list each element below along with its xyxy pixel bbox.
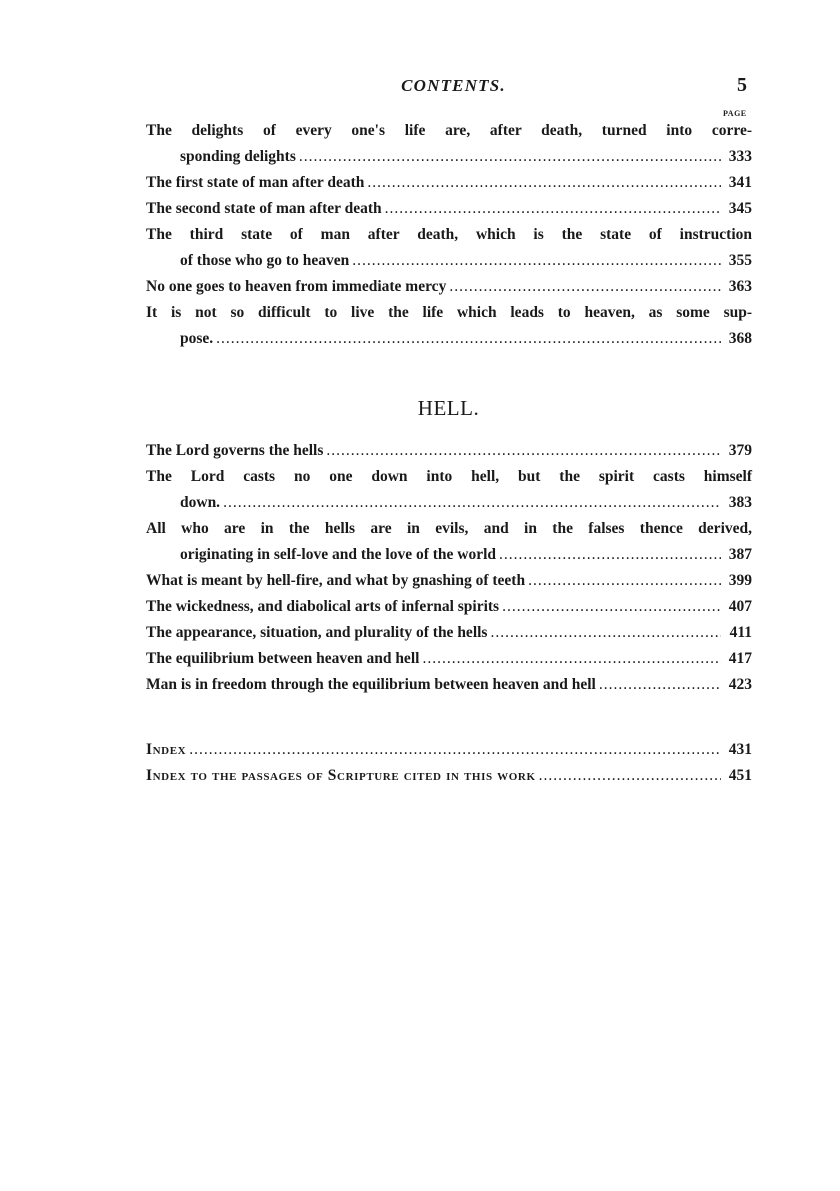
toc-entry	[146, 438, 752, 464]
toc-entry	[146, 196, 752, 222]
page-number: 5	[737, 74, 747, 96]
toc-entry-text: The third state of man after death, which is the state of instruction	[146, 226, 752, 243]
toc-back-matter	[146, 737, 752, 789]
toc-entry	[146, 516, 752, 568]
dot-leader	[385, 196, 721, 222]
toc-entry	[146, 222, 752, 274]
toc-page-number: 411	[729, 624, 752, 641]
toc-page-number: 345	[728, 200, 752, 217]
toc-page-number: 407	[728, 598, 752, 615]
toc-page-number: 363	[728, 278, 752, 295]
toc-entry-text: Index	[146, 741, 187, 758]
toc-entry-text: sponding delights	[180, 148, 296, 165]
dot-leader	[216, 326, 721, 352]
toc-entry-text: What is meant by hell-fire, and what by gnashing of teeth	[146, 572, 526, 589]
toc-entry-text: Index to the passages of Scripture cited in this work	[146, 767, 536, 784]
toc-page-number: 341	[728, 174, 752, 191]
toc-entry-text: The Lord governs the hells	[146, 442, 324, 459]
dot-leader	[539, 763, 721, 789]
toc-entry-text: The delights of every one's life are, after death, turned into corre-	[146, 122, 752, 139]
toc-entry	[146, 170, 752, 196]
toc-entry	[146, 763, 752, 789]
toc-page-number: 417	[728, 650, 752, 667]
toc-entry-text: of those who go to heaven	[180, 252, 350, 269]
toc-page-number: 399	[728, 572, 752, 589]
toc-entry-text: The wickedness, and diabolical arts of infernal spirits	[146, 598, 500, 615]
toc-entry-text: originating in self-love and the love of the world	[180, 546, 497, 563]
toc-page-number: 387	[728, 546, 752, 563]
dot-leader	[326, 438, 721, 464]
toc-entry-text: down.	[180, 494, 221, 511]
toc-entry	[146, 118, 752, 170]
dot-leader	[223, 490, 721, 516]
toc-entry-text: It is not so difficult to live the life which leads to heaven, as some sup-	[146, 304, 752, 321]
dot-leader	[449, 274, 721, 300]
dot-leader	[367, 170, 721, 196]
toc-entry	[146, 672, 752, 698]
toc-page-number: 333	[728, 148, 752, 165]
toc-entry-text: The Lord casts no one down into hell, but the spirit casts himself	[146, 468, 752, 485]
toc-page-number: 423	[728, 676, 752, 693]
toc-entry-text: pose.	[180, 330, 214, 347]
toc-entry	[146, 737, 752, 763]
toc-entry-text: No one goes to heaven from immediate mercy	[146, 278, 447, 295]
toc-entry	[146, 594, 752, 620]
dot-leader	[599, 672, 721, 698]
toc-entry	[146, 274, 752, 300]
toc-entry	[146, 646, 752, 672]
toc-page-number: 368	[728, 330, 752, 347]
dot-leader	[502, 594, 721, 620]
toc-entry	[146, 300, 752, 352]
section-heading: HELL.	[417, 396, 480, 420]
toc-entry-text: The equilibrium between heaven and hell	[146, 650, 420, 667]
toc-entry-text: Man is in freedom through the equilibrium between heaven and hell	[146, 676, 596, 693]
toc-entry-text: All who are in the hells are in evils, and in the falses thence derived,	[146, 520, 752, 537]
dot-leader	[528, 568, 721, 594]
dot-leader	[490, 620, 721, 646]
toc-entry	[146, 464, 752, 516]
toc-entry-text: The second state of man after death	[146, 200, 382, 217]
running-head	[0, 72, 840, 102]
dot-leader	[299, 144, 721, 170]
toc-page-number: 355	[728, 252, 752, 269]
dot-leader	[352, 248, 721, 274]
dot-leader	[189, 737, 721, 763]
toc-page-number: 379	[728, 442, 752, 459]
toc-section-heaven-continued	[146, 118, 752, 352]
toc-entry	[146, 568, 752, 594]
toc-entry	[146, 620, 752, 646]
dot-leader	[422, 646, 721, 672]
toc-entry-text: The appearance, situation, and plurality of the hells	[146, 624, 488, 641]
dot-leader	[499, 542, 721, 568]
page-column-label: PAGE	[723, 109, 747, 118]
toc-section-hell	[146, 438, 752, 698]
toc-page-number: 383	[728, 494, 752, 511]
toc-page-number: 431	[728, 741, 752, 758]
toc-entry-text: The first state of man after death	[146, 174, 365, 191]
toc-page-number: 451	[728, 767, 752, 784]
running-title: CONTENTS.	[401, 76, 506, 95]
